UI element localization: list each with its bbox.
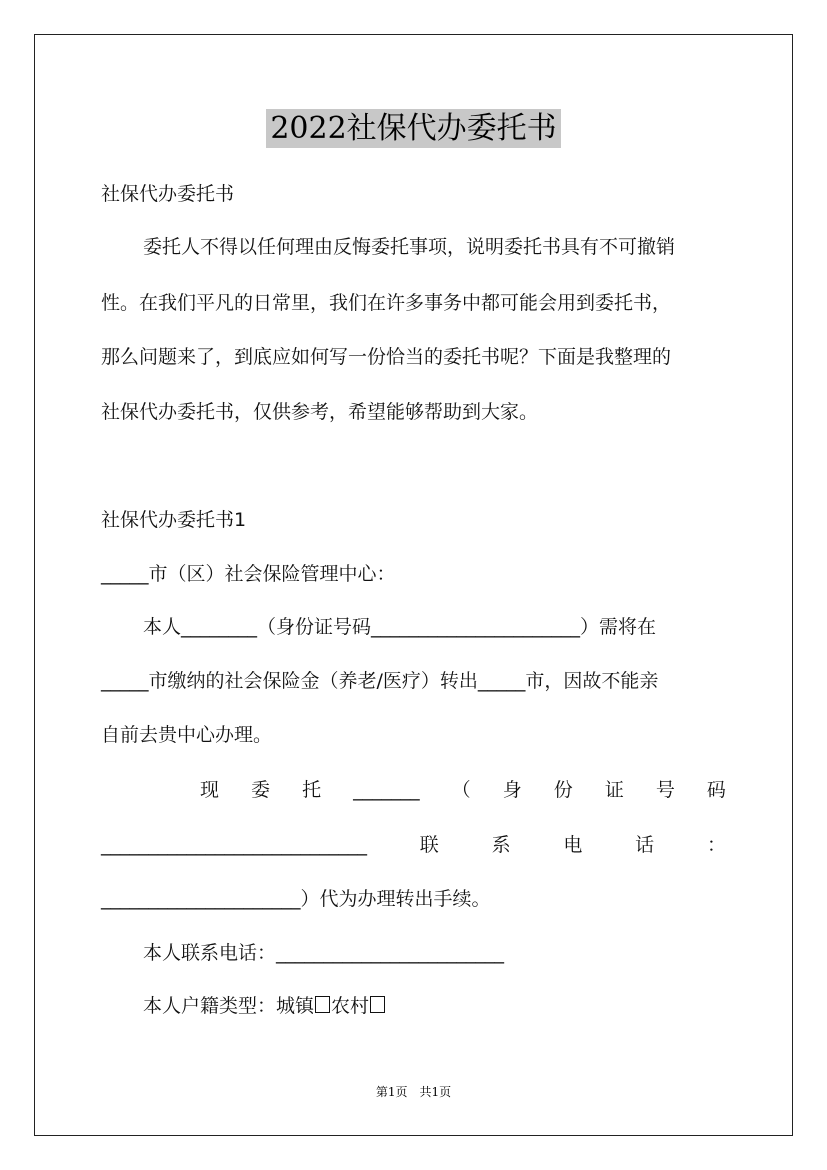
contact-phone: 本人联系电话：________________________ <box>143 942 505 964</box>
entrust-word: 身 <box>502 779 522 801</box>
intro-line-3: 那么问题来了，到底应如何写一份恰当的委托书呢？下面是我整理的 <box>101 346 672 368</box>
intro-line-1: 委托人不得以任何理由反悔委托事项，说明委托书具有不可撤销 <box>143 236 676 258</box>
entrust-word: 码 <box>706 779 726 801</box>
addressee: _____市（区）社会保险管理中心： <box>101 563 396 585</box>
contact-word: 系 <box>491 834 511 856</box>
household-option-urban: 城镇 <box>276 995 315 1017</box>
intro-line-2: 性。在我们平凡的日常里，我们在许多事务中都可能会用到委托书， <box>101 292 672 314</box>
entrust-line <box>200 776 726 804</box>
contact-word: 联 <box>419 834 439 856</box>
document-title: 2022社保代办委托书 <box>266 109 560 148</box>
id-blank: ____________________________ <box>101 834 367 856</box>
entrust-word: （ <box>451 779 471 801</box>
entrust-blank: _______ <box>353 779 420 801</box>
entrust-word: 证 <box>604 779 624 801</box>
contact-word: 电 <box>563 834 583 856</box>
contact-word: 话 <box>635 834 655 856</box>
household-option-rural: 农村 <box>331 995 370 1017</box>
rural-checkbox[interactable] <box>370 996 385 1013</box>
contact-line <box>101 831 726 859</box>
body-line-1: 本人________（身份证号码______________________）需将在 <box>143 616 657 638</box>
body-line-2: _____市缴纳的社会保险金（养老/医疗）转出_____市，因故不能亲 <box>101 670 659 692</box>
entrust-end: _____________________）代为办理转出手续。 <box>101 888 491 910</box>
entrust-word: 份 <box>553 779 573 801</box>
entrust-word: 号 <box>655 779 675 801</box>
heading: 社保代办委托书 <box>101 183 235 205</box>
urban-checkbox[interactable] <box>315 996 330 1013</box>
document-title-block <box>0 103 827 147</box>
intro-line-4: 社保代办委托书，仅供参考，希望能够帮助到大家。 <box>101 401 539 423</box>
page-footer: 第1页 共1页 <box>375 1085 452 1099</box>
contact-word: ： <box>706 834 726 856</box>
household-type <box>143 992 726 1020</box>
entrust-word: 现 <box>200 779 220 801</box>
entrust-word: 托 <box>302 779 322 801</box>
body-line-3: 自前去贵中心办理。 <box>101 724 273 746</box>
household-label: 本人户籍类型： <box>143 995 277 1017</box>
section-title: 社保代办委托书1 <box>101 509 247 531</box>
entrust-word: 委 <box>251 779 271 801</box>
